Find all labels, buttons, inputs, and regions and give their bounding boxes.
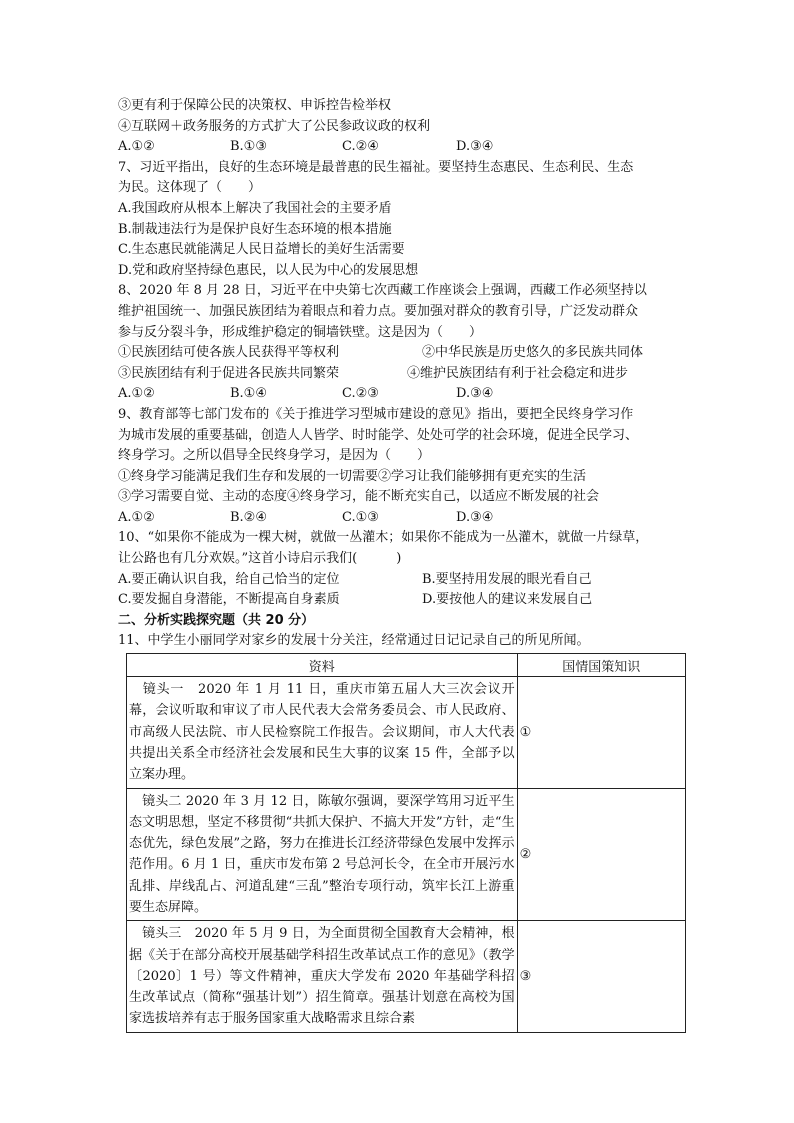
knowledge-cell: ② (517, 788, 685, 921)
q8-stem: 维护祖国统一、加强民族团结为着眼点和着力点。要加强对群众的教育引导，广泛发动群众 (118, 303, 639, 319)
q8-choice-1: ①民族团结可使各族人民获得平等权利 (118, 345, 340, 361)
option-a: A.①② (118, 509, 155, 525)
material-table (126, 653, 686, 1033)
q9-stem: 为城市发展的重要基础，创造人人皆学、时时能学、处处可学的社会环境，促进全民学习、 (118, 427, 639, 443)
option-a: A.①② (118, 139, 155, 155)
q10-stem: 10、“如果你不能成为一棵大树，就做一丛灌木；如果你不能成为一丛灌木，就做一片绿草， (118, 530, 649, 546)
q10-option-a: A.要正确认识自我，给自己恰当的定位 (118, 571, 340, 587)
q9-stem: 终身学习。之所以倡导全民终身学习，是因为（ ） (118, 448, 431, 464)
knowledge-cell: ① (517, 677, 685, 788)
option-d: D.③④ (456, 386, 494, 402)
q10-options (118, 590, 686, 611)
header-knowledge: 国情国策知识 (517, 654, 685, 677)
q7-stem: 7、习近平指出，良好的生态环境是最普惠的民生福祉。要坚持生态惠民、生态利民、生态 (118, 159, 634, 175)
q7-stem: 为民。这体现了（ ） (118, 180, 262, 196)
material-cell: 镜头二 2020 年 3 月 12 日，陈敏尔强调，要深学笃用习近平生态文明思想，坚定不移贯彻“共抓大保护、不搞大开发”方针，走“生态优先，绿色发展”之路，努力在推进长江经济带绿色发展中发挥示范作用。6 月 1 日，重庆市发布第 2 号总河长令，在全市开展污水乱排、岸线乱占、河道乱建“三乱”整治专项行动，筑牢长江上游重要生态屏障。 (127, 788, 518, 921)
section-heading: 二、分析实践探究题（共 20 分） (118, 612, 315, 628)
q6-options (118, 137, 686, 158)
material-cell: 镜头一 2020 年 1 月 11 日，重庆市第五届人大三次会议开幕，会议听取和审议了市人民代表大会常务委员会、市人民政府、市高级人民法院、市人民检察院工作报告。会议期间，市人大代表共提出关系全市经济社会发展和民生大事的议案 15 件，全部予以立案办理。 (127, 677, 518, 788)
option-c: C.②④ (342, 139, 379, 155)
q9-options (118, 508, 686, 529)
option-c: C.①③ (342, 509, 379, 525)
q10-option-d: D.要按他人的建议来发展自己 (422, 592, 593, 608)
q7-option-a: A.我国政府从根本上解决了我国社会的主要矛盾 (118, 200, 392, 216)
option-b: B.①③ (230, 139, 267, 155)
table-row (127, 921, 686, 1032)
header-material: 资料 (127, 654, 518, 677)
q11-stem: 11、中学生小丽同学对家乡的发展十分关注，经常通过日记记录自己的所见所闻。 (118, 633, 590, 649)
q10-option-b: B.要坚持用发展的眼光看自己 (422, 571, 592, 587)
q9-stem: 9、教育部等七部门发布的《关于推进学习型城市建设的意见》指出，要把全民终身学习作 (118, 406, 634, 422)
option-d: D.③④ (456, 139, 494, 155)
q10-option-c: C.要发掘自身潜能，不断提高自身素质 (118, 592, 340, 608)
q8-stem: 8、2020 年 8 月 28 日，习近平在中央第七次西藏工作座谈会上强调，西藏工作必须坚持以 (118, 283, 647, 299)
choice-line: ④互联网＋政务服务的方式扩大了公民参政议政的权利 (118, 118, 431, 134)
q8-choices (118, 343, 686, 364)
q8-choices (118, 364, 686, 385)
q8-options (118, 384, 686, 405)
q7-option-d: D.党和政府坚持绿色惠民，以人民为中心的发展思想 (118, 262, 419, 278)
material-cell: 镜头三 2020 年 5 月 9 日，为全面贯彻全国教育大会精神，根据《关于在部分高校开展基础学科招生改革试点工作的意见》（教学〔2020〕1 号）等文件精神，重庆大学发布 2020 年基础学科招生改革试点（简称“强基计划”）招生简章。强基计划意在高校为国家选拔培养有志于服务国家重大战略需求且综合素 (127, 921, 518, 1032)
table-row (127, 788, 686, 921)
option-c: C.②③ (342, 386, 379, 402)
table-header-row (127, 654, 686, 677)
q10-options (118, 570, 686, 591)
q8-stem: 参与反分裂斗争，形成维护稳定的铜墙铁壁。这是因为（ ） (118, 324, 483, 340)
table-row (127, 677, 686, 788)
q9-choices: ①终身学习能满足我们生存和发展的一切需要②学习让我们能够拥有更充实的生活 (118, 468, 587, 484)
q8-choice-3: ③民族团结有利于促进各民族共同繁荣 (118, 365, 340, 381)
q7-option-b: B.制裁违法行为是保护良好生态环境的根本措施 (118, 221, 392, 237)
q9-choices: ③学习需要自觉、主动的态度④终身学习，能不断充实自己，以适应不断发展的社会 (118, 489, 600, 505)
option-a: A.①② (118, 386, 155, 402)
option-d: D.③④ (456, 509, 494, 525)
q8-choice-2: ②中华民族是历史悠久的多民族共同体 (422, 345, 644, 361)
option-b: B.②④ (230, 509, 267, 525)
option-b: B.①④ (230, 386, 267, 402)
exam-page (118, 96, 686, 1033)
knowledge-cell: ③ (517, 921, 685, 1032)
q7-option-c: C.生态惠民就能满足人民日益增长的美好生活需要 (118, 242, 405, 258)
choice-line: ③更有利于保障公民的决策权、申诉控告检举权 (118, 98, 392, 113)
q8-choice-4: ④维护民族团结有利于社会稳定和进步 (407, 365, 629, 381)
q10-stem: 让公路也有几分欢娱。”这首小诗启示我们( ) (118, 551, 402, 567)
